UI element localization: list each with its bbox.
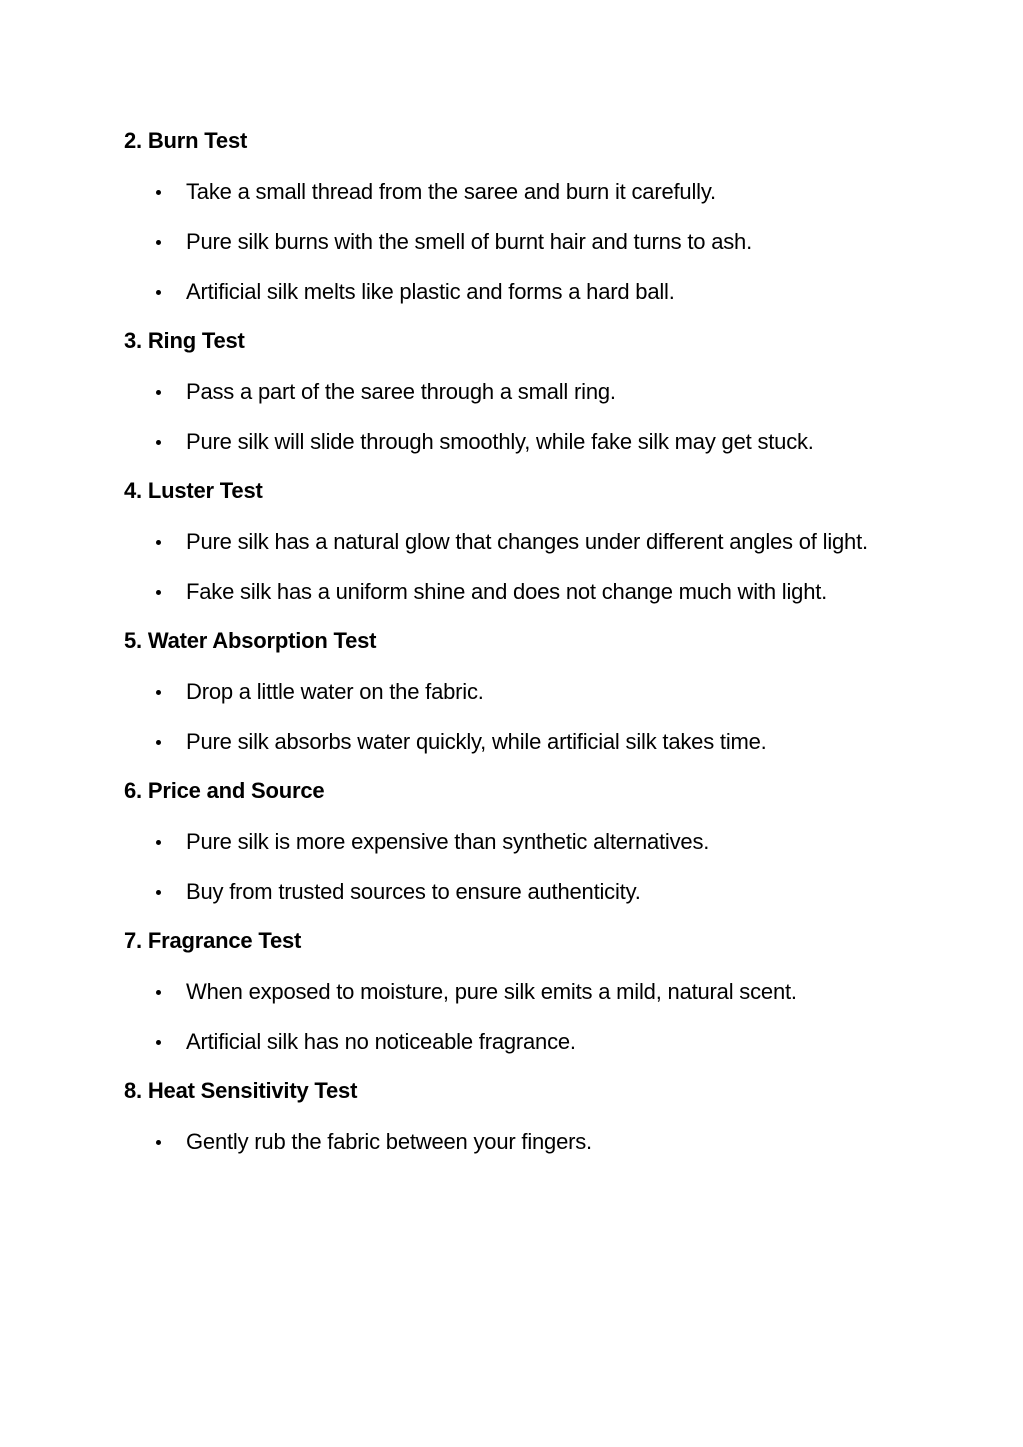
bullet-list: [124, 824, 904, 910]
list-item: [124, 724, 896, 760]
bullet-icon: [156, 390, 161, 395]
list-item-text: Pure silk burns with the smell of burnt hair and turns to ash.: [186, 229, 752, 254]
list-item: [124, 974, 896, 1010]
list-item-text: Artificial silk melts like plastic and forms a hard ball.: [186, 279, 675, 304]
list-item-text: Pure silk absorbs water quickly, while artificial silk takes time.: [186, 729, 767, 754]
list-item: [124, 674, 896, 710]
section-title: 7. Fragrance Test: [124, 928, 302, 953]
list-item-text: Fake silk has a uniform shine and does not change much with light.: [186, 579, 828, 604]
list-item: [124, 1124, 896, 1160]
list-item-text: Gently rub the fabric between your fingers.: [186, 1129, 592, 1154]
list-item-text: Take a small thread from the saree and burn it carefully.: [186, 179, 716, 204]
section-ring-test: [124, 324, 904, 460]
list-item: [124, 174, 896, 210]
bullet-list: [124, 1124, 904, 1160]
list-item: [124, 374, 896, 410]
list-item: [124, 874, 896, 910]
list-item-text: Pure silk will slide through smoothly, while fake silk may get stuck.: [186, 429, 814, 454]
bullet-icon: [156, 240, 161, 245]
bullet-list: [124, 974, 904, 1060]
bullet-icon: [156, 690, 161, 695]
bullet-list: [124, 174, 904, 310]
bullet-icon: [156, 540, 161, 545]
list-item-text: Drop a little water on the fabric.: [186, 679, 484, 704]
section-title: 3. Ring Test: [124, 328, 245, 353]
list-item-text: Pure silk is more expensive than synthetic alternatives.: [186, 829, 710, 854]
bullet-icon: [156, 1140, 161, 1145]
bullet-list: [124, 524, 904, 610]
section-luster-test: [124, 474, 904, 610]
list-item-text: Pass a part of the saree through a small ring.: [186, 379, 616, 404]
list-item: [124, 574, 896, 610]
bullet-icon: [156, 190, 161, 195]
list-item-text: Pure silk has a natural glow that changes under different angles of light.: [186, 529, 868, 554]
section-heat-sensitivity-test: [124, 1074, 904, 1160]
section-price-and-source: [124, 774, 904, 910]
section-water-absorption-test: [124, 624, 904, 760]
document-page: [124, 124, 904, 1174]
list-item: [124, 424, 896, 460]
bullet-list: [124, 674, 904, 760]
list-item: [124, 224, 896, 260]
section-title: 6. Price and Source: [124, 778, 325, 803]
section-fragrance-test: [124, 924, 904, 1060]
list-item: [124, 1024, 896, 1060]
section-title: 4. Luster Test: [124, 478, 263, 503]
bullet-list: [124, 374, 904, 460]
bullet-icon: [156, 290, 161, 295]
bullet-icon: [156, 1040, 161, 1045]
bullet-icon: [156, 840, 161, 845]
list-item-text: Buy from trusted sources to ensure authenticity.: [186, 879, 641, 904]
list-item-text: When exposed to moisture, pure silk emits a mild, natural scent.: [186, 979, 797, 1004]
section-title: 8. Heat Sensitivity Test: [124, 1078, 358, 1103]
bullet-icon: [156, 990, 161, 995]
bullet-icon: [156, 440, 161, 445]
bullet-icon: [156, 890, 161, 895]
bullet-icon: [156, 740, 161, 745]
list-item: [124, 824, 896, 860]
list-item: [124, 524, 896, 560]
section-title: 5. Water Absorption Test: [124, 628, 377, 653]
bullet-icon: [156, 590, 161, 595]
section-title: 2. Burn Test: [124, 128, 248, 153]
list-item-text: Artificial silk has no noticeable fragrance.: [186, 1029, 576, 1054]
list-item: [124, 274, 896, 310]
section-burn-test: [124, 124, 904, 310]
